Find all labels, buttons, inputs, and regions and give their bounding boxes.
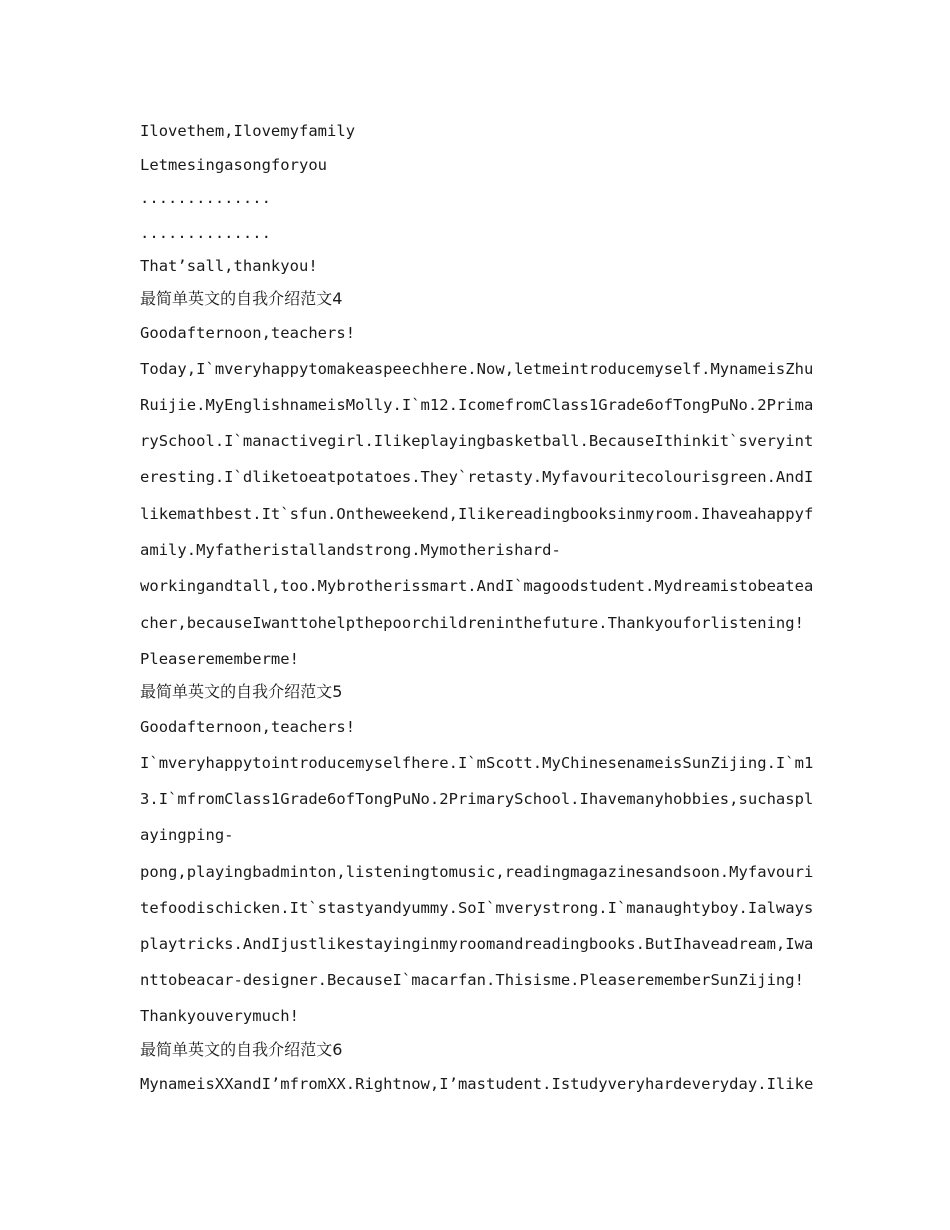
text-line: Letmesingasongforyou bbox=[140, 156, 328, 174]
text-line: .............. bbox=[140, 224, 271, 242]
text-line: amily.Myfatheristallandstrong.Mymotherishard- bbox=[140, 541, 561, 559]
text-line: Thankyouverymuch! bbox=[140, 1007, 299, 1025]
section-heading: 最简单英文的自我介绍范文4 bbox=[140, 289, 343, 308]
text-line: eresting.I`dliketoeatpotatoes.They`retasty.Myfavouritecolourisgreen.AndI bbox=[140, 468, 814, 486]
text-line: workingandtall,too.Mybrotherissmart.AndI`magoodstudent.Mydreamistobeatea bbox=[140, 577, 814, 595]
text-line: Goodafternoon,teachers! bbox=[140, 718, 356, 736]
text-line: That’sall,thankyou! bbox=[140, 257, 318, 275]
text-line: nttobeacar-designer.BecauseI`macarfan.Thisisme.PleaserememberSunZijing! bbox=[140, 971, 804, 989]
text-line: likemathbest.It`sfun.Ontheweekend,Ilikereadingbooksinmyroom.Ihaveahappyf bbox=[140, 505, 814, 523]
section-heading: 最简单英文的自我介绍范文6 bbox=[140, 1040, 343, 1059]
text-line: I`mveryhappytointroducemyselfhere.I`mScott.MyChinesenameisSunZijing.I`m1 bbox=[140, 754, 814, 772]
text-line: cher,becauseIwanttohelpthepoorchildreninthefuture.Thankyouforlistening! bbox=[140, 614, 804, 632]
text-line: Today,I`mveryhappytomakeaspeechhere.Now,letmeintroducemyself.MynameisZhu bbox=[140, 360, 814, 378]
text-line: tefoodischicken.It`stastyandyummy.SoI`mverystrong.I`manaughtyboy.Ialways bbox=[140, 899, 814, 917]
text-line: playtricks.AndIjustlikestayinginmyroomandreadingbooks.ButIhaveadream,Iwa bbox=[140, 935, 814, 953]
text-line: Goodafternoon,teachers! bbox=[140, 324, 356, 342]
text-line: Ilovethem,Ilovemyfamily bbox=[140, 122, 356, 140]
text-line: .............. bbox=[140, 189, 271, 207]
text-line: Ruijie.MyEnglishnameisMolly.I`m12.IcomefromClass1Grade6ofTongPuNo.2Prima bbox=[140, 396, 814, 414]
text-line: 3.I`mfromClass1Grade6ofTongPuNo.2PrimarySchool.Ihavemanyhobbies,suchaspl bbox=[140, 790, 814, 808]
text-line: MynameisXXandI’mfromXX.Rightnow,I’mastudent.Istudyveryhardeveryday.Ilike bbox=[140, 1075, 814, 1093]
text-line: pong,playingbadminton,listeningtomusic,readingmagazinesandsoon.Myfavouri bbox=[140, 863, 814, 881]
text-line: rySchool.I`manactivegirl.Ilikeplayingbasketball.BecauseIthinkit`sveryint bbox=[140, 432, 814, 450]
section-heading: 最简单英文的自我介绍范文5 bbox=[140, 682, 343, 701]
text-line: ayingping- bbox=[140, 826, 234, 844]
text-line: Pleaserememberme! bbox=[140, 650, 299, 668]
